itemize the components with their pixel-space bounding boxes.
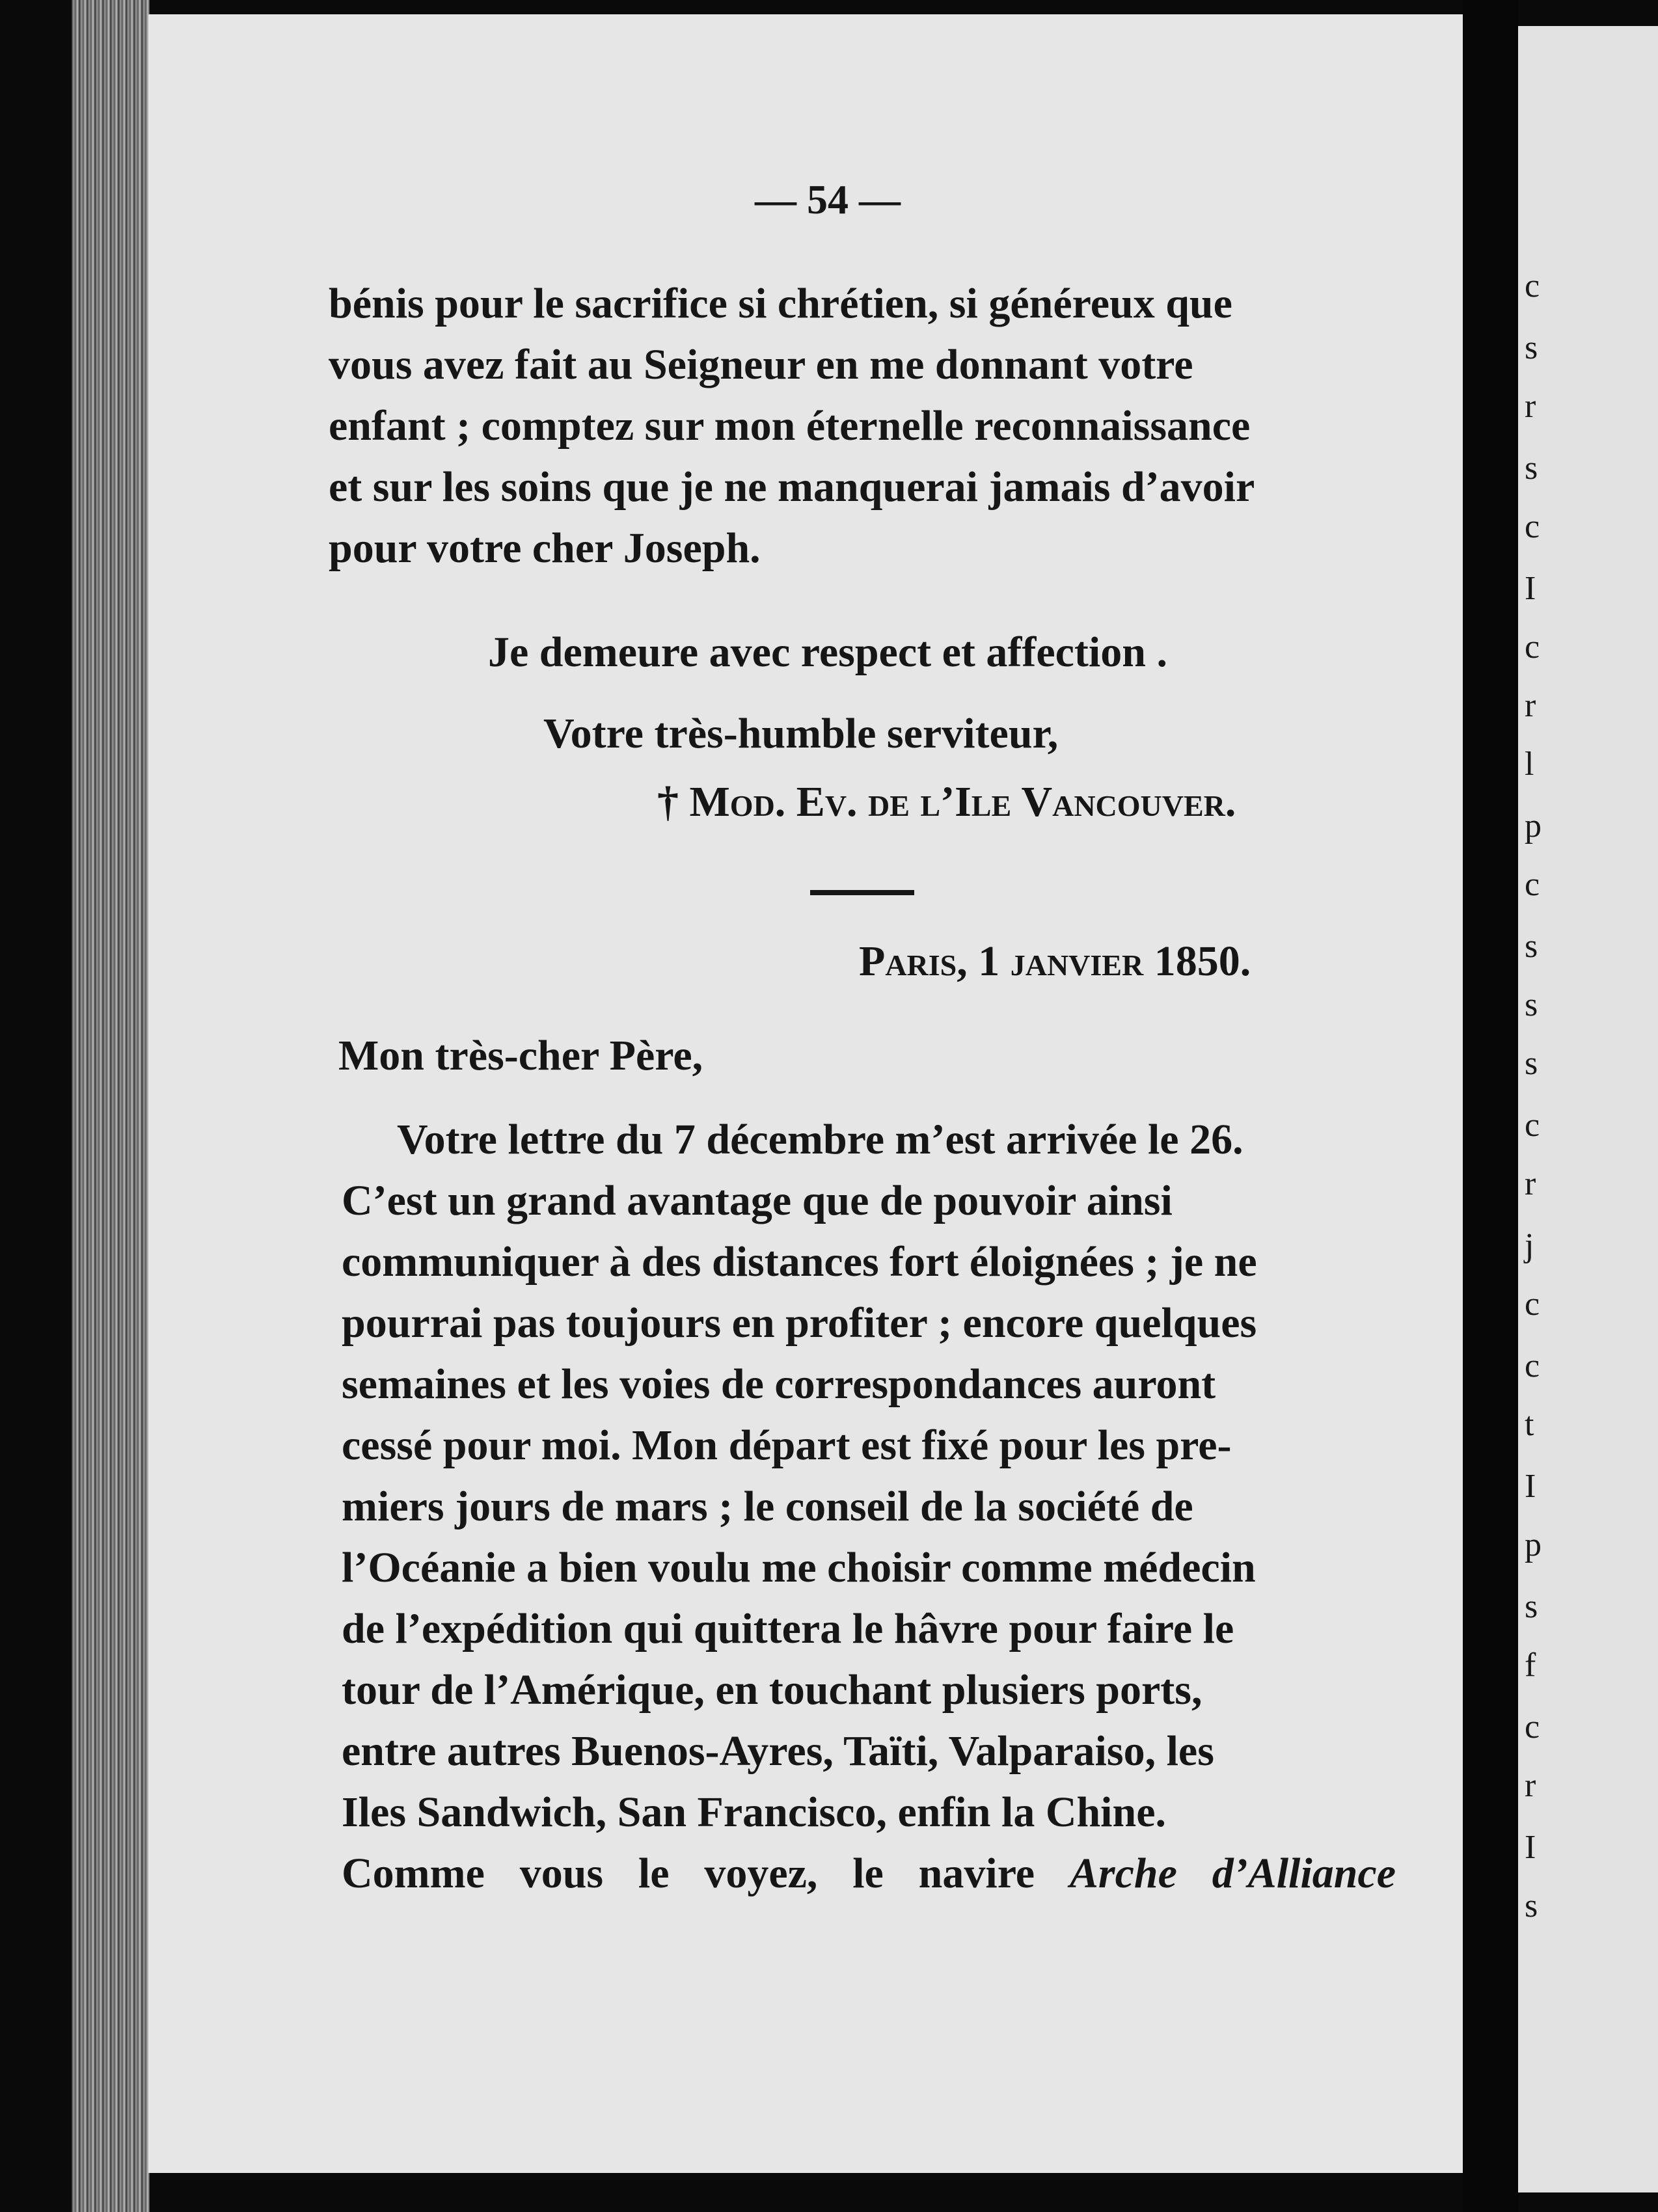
facing-page-fragment: c bbox=[1525, 1708, 1540, 1746]
facing-page-fragment: r bbox=[1525, 1165, 1536, 1202]
section-divider bbox=[810, 890, 914, 895]
text-line: semaines et les voies de correspondances auront bbox=[342, 1360, 1216, 1408]
book-gutter bbox=[1463, 0, 1518, 2212]
salutation: Mon très-cher Père, bbox=[338, 1032, 703, 1079]
facing-page-fragment: c bbox=[1525, 1107, 1540, 1144]
facing-page-fragment: c bbox=[1525, 1347, 1540, 1384]
text-fragment: Comme vous le voyez, le navire bbox=[342, 1850, 1035, 1897]
facing-page-fragment: r bbox=[1525, 687, 1536, 724]
text-line: miers jours de mars ; le conseil de la société de bbox=[342, 1483, 1193, 1530]
dateline: Paris, 1 janvier 1850. bbox=[859, 937, 1251, 985]
facing-page-fragment: I bbox=[1525, 570, 1536, 607]
text-line: pour votre cher Joseph. bbox=[329, 524, 761, 572]
facing-page bbox=[1518, 26, 1658, 2192]
facing-page-fragment: s bbox=[1525, 1588, 1538, 1625]
facing-page-fragment: c bbox=[1525, 866, 1540, 903]
facing-page-fragment: r bbox=[1525, 388, 1536, 425]
text-line: enfant ; comptez sur mon éternelle reconnaissance bbox=[329, 402, 1251, 450]
facing-page-fragment: s bbox=[1525, 1045, 1538, 1082]
text-line: de l’expédition qui quittera le hâvre pour faire le bbox=[342, 1605, 1234, 1652]
closing-servant: Votre très-humble serviteur, bbox=[543, 710, 1059, 757]
closing-greeting: Je demeure avec respect et affection . bbox=[488, 628, 1167, 676]
facing-page-fragment: l bbox=[1525, 746, 1534, 783]
text-line: C’est un grand avantage que de pouvoir ainsi bbox=[342, 1177, 1173, 1224]
text-line: pourrai pas toujours en profiter ; encore quelques bbox=[342, 1299, 1257, 1347]
facing-page-fragment: c bbox=[1525, 628, 1540, 666]
signature: † Mod. Ev. de l’Ile Vancouver. bbox=[657, 778, 1236, 826]
facing-page-fragment: I bbox=[1525, 1829, 1536, 1866]
facing-page-fragment: c bbox=[1525, 1286, 1540, 1323]
ship-name: Arche d’Alliance bbox=[1069, 1850, 1396, 1897]
text-line: cessé pour moi. Mon départ est fixé pour les pre- bbox=[342, 1422, 1232, 1469]
facing-page-fragment: t bbox=[1525, 1406, 1534, 1443]
text-line: Votre lettre du 7 décembre m’est arrivée le 26. bbox=[397, 1116, 1244, 1163]
book-page-edges bbox=[72, 0, 150, 2212]
facing-page-fragment: I bbox=[1525, 1468, 1536, 1505]
facing-page-fragment: p bbox=[1525, 807, 1542, 844]
facing-page-fragment: f bbox=[1525, 1647, 1536, 1684]
facing-page-fragment: c bbox=[1525, 267, 1540, 304]
text-line-last bbox=[342, 1843, 1396, 1904]
page-number: — 54 — bbox=[755, 176, 901, 223]
letter-body bbox=[342, 1109, 1396, 1904]
facing-page-fragment: c bbox=[1525, 508, 1540, 545]
text-line: communiquer à des distances fort éloignées ; je ne bbox=[342, 1238, 1257, 1286]
text-line: tour de l’Amérique, en touchant plusiers ports, bbox=[342, 1666, 1203, 1714]
facing-page-fragment: s bbox=[1525, 1887, 1538, 1924]
facing-page-fragment: s bbox=[1525, 928, 1538, 965]
text-line: l’Océanie a bien voulu me choisir comme médecin bbox=[342, 1544, 1256, 1591]
facing-page-fragment: s bbox=[1525, 450, 1538, 487]
facing-page-fragment: s bbox=[1525, 986, 1538, 1023]
text-line: entre autres Buenos-Ayres, Taïti, Valparaiso, les bbox=[342, 1727, 1214, 1775]
text-line: vous avez fait au Seigneur en me donnant votre bbox=[329, 341, 1193, 388]
facing-page-fragment: j bbox=[1525, 1227, 1534, 1264]
facing-page-fragment: s bbox=[1525, 329, 1538, 366]
paragraph-continuation bbox=[329, 273, 1402, 579]
facing-page-fragment: p bbox=[1525, 1526, 1542, 1563]
text-line: et sur les soins que je ne manquerai jamais d’avoir bbox=[329, 463, 1255, 511]
text-line: Iles Sandwich, San Francisco, enfin la Chine. bbox=[342, 1788, 1167, 1836]
text-line: bénis pour le sacrifice si chrétien, si généreux que bbox=[329, 280, 1232, 327]
facing-page-fragment: r bbox=[1525, 1767, 1536, 1804]
